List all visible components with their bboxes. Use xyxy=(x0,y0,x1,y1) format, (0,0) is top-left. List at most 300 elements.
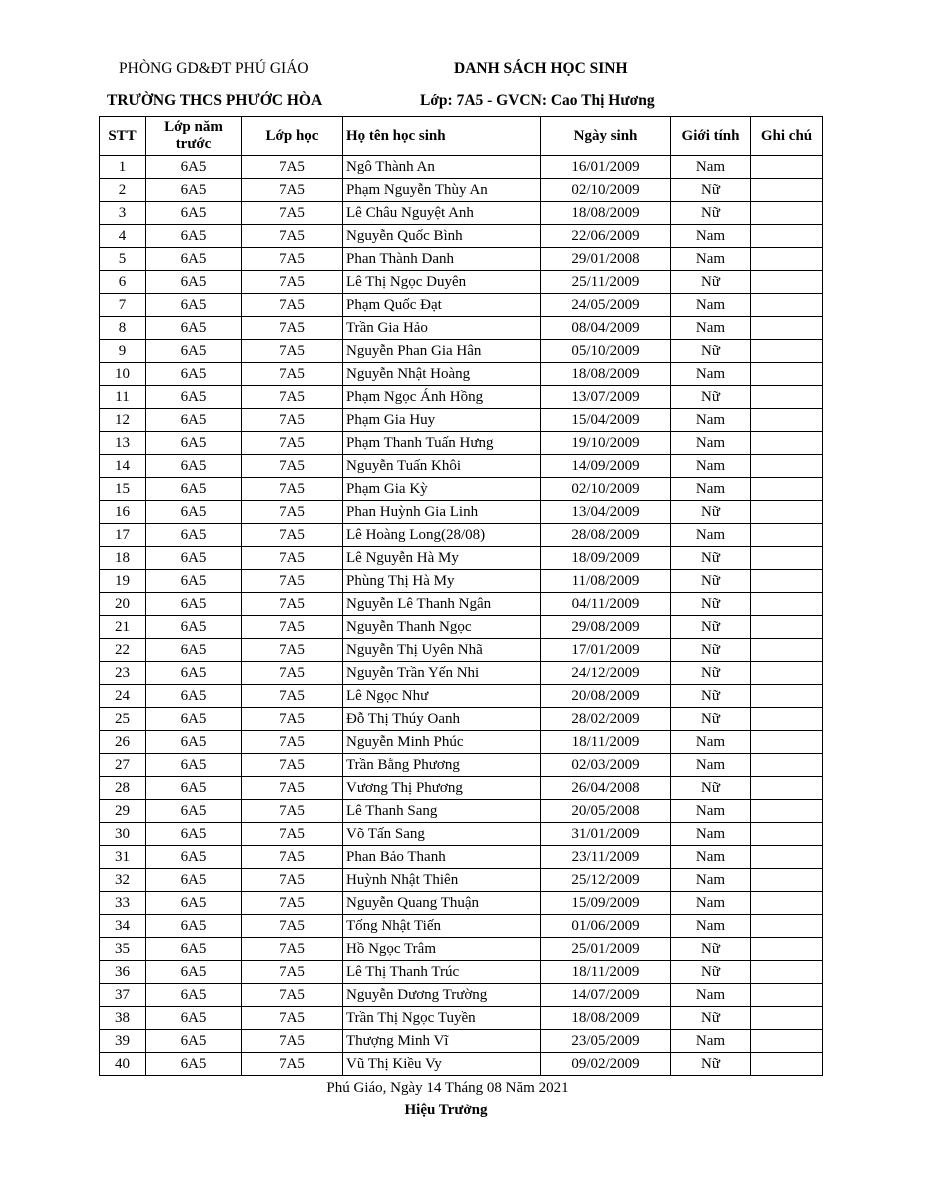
cell-full-name: Lê Thanh Sang xyxy=(343,800,541,823)
cell-current-class: 7A5 xyxy=(242,455,343,478)
cell-current-class: 7A5 xyxy=(242,524,343,547)
cell-gender: Nam xyxy=(671,156,751,179)
cell-full-name: Phùng Thị Hà My xyxy=(343,570,541,593)
cell-stt: 16 xyxy=(100,501,146,524)
header-notes: Ghi chú xyxy=(751,117,823,156)
cell-previous-class: 6A5 xyxy=(146,823,242,846)
cell-full-name: Phạm Nguyễn Thùy An xyxy=(343,179,541,202)
cell-previous-class: 6A5 xyxy=(146,662,242,685)
cell-current-class: 7A5 xyxy=(242,593,343,616)
header-previous-class: Lớp năm trước xyxy=(146,117,242,156)
cell-birth-date: 29/08/2009 xyxy=(541,616,671,639)
cell-current-class: 7A5 xyxy=(242,685,343,708)
cell-birth-date: 15/09/2009 xyxy=(541,892,671,915)
cell-birth-date: 02/03/2009 xyxy=(541,754,671,777)
cell-previous-class: 6A5 xyxy=(146,1007,242,1030)
cell-previous-class: 6A5 xyxy=(146,524,242,547)
cell-full-name: Nguyễn Phan Gia Hân xyxy=(343,340,541,363)
cell-gender: Nam xyxy=(671,1030,751,1053)
cell-birth-date: 20/08/2009 xyxy=(541,685,671,708)
cell-gender: Nam xyxy=(671,363,751,386)
cell-current-class: 7A5 xyxy=(242,340,343,363)
cell-notes xyxy=(751,501,823,524)
cell-stt: 32 xyxy=(100,869,146,892)
cell-current-class: 7A5 xyxy=(242,225,343,248)
cell-previous-class: 6A5 xyxy=(146,593,242,616)
cell-previous-class: 6A5 xyxy=(146,363,242,386)
cell-current-class: 7A5 xyxy=(242,294,343,317)
cell-full-name: Đỗ Thị Thúy Oanh xyxy=(343,708,541,731)
cell-previous-class: 6A5 xyxy=(146,455,242,478)
cell-previous-class: 6A5 xyxy=(146,938,242,961)
cell-birth-date: 29/01/2008 xyxy=(541,248,671,271)
cell-previous-class: 6A5 xyxy=(146,386,242,409)
cell-stt: 3 xyxy=(100,202,146,225)
cell-full-name: Phạm Gia Kỳ xyxy=(343,478,541,501)
cell-full-name: Trần Thị Ngọc Tuyền xyxy=(343,1007,541,1030)
cell-current-class: 7A5 xyxy=(242,386,343,409)
cell-birth-date: 22/06/2009 xyxy=(541,225,671,248)
table-row xyxy=(100,363,823,386)
cell-previous-class: 6A5 xyxy=(146,432,242,455)
cell-birth-date: 23/11/2009 xyxy=(541,846,671,869)
table-row xyxy=(100,777,823,800)
cell-full-name: Phạm Gia Huy xyxy=(343,409,541,432)
cell-birth-date: 23/05/2009 xyxy=(541,1030,671,1053)
cell-birth-date: 18/08/2009 xyxy=(541,202,671,225)
cell-current-class: 7A5 xyxy=(242,662,343,685)
cell-gender: Nữ xyxy=(671,570,751,593)
cell-previous-class: 6A5 xyxy=(146,156,242,179)
cell-full-name: Nguyễn Dương Trường xyxy=(343,984,541,1007)
cell-birth-date: 18/08/2009 xyxy=(541,363,671,386)
cell-birth-date: 26/04/2008 xyxy=(541,777,671,800)
cell-notes xyxy=(751,225,823,248)
cell-current-class: 7A5 xyxy=(242,478,343,501)
cell-stt: 1 xyxy=(100,156,146,179)
cell-stt: 13 xyxy=(100,432,146,455)
table-header-row xyxy=(100,117,823,156)
cell-gender: Nam xyxy=(671,800,751,823)
cell-gender: Nữ xyxy=(671,386,751,409)
cell-stt: 27 xyxy=(100,754,146,777)
department-name: PHÒNG GD&ĐT PHÚ GIÁO xyxy=(119,60,309,77)
table-row xyxy=(100,570,823,593)
cell-current-class: 7A5 xyxy=(242,1053,343,1076)
cell-birth-date: 15/04/2009 xyxy=(541,409,671,432)
cell-gender: Nam xyxy=(671,317,751,340)
cell-current-class: 7A5 xyxy=(242,731,343,754)
cell-previous-class: 6A5 xyxy=(146,317,242,340)
cell-current-class: 7A5 xyxy=(242,846,343,869)
cell-previous-class: 6A5 xyxy=(146,915,242,938)
cell-full-name: Ngô Thành An xyxy=(343,156,541,179)
cell-stt: 9 xyxy=(100,340,146,363)
cell-stt: 21 xyxy=(100,616,146,639)
cell-birth-date: 04/11/2009 xyxy=(541,593,671,616)
cell-birth-date: 18/08/2009 xyxy=(541,1007,671,1030)
cell-full-name: Nguyễn Thanh Ngọc xyxy=(343,616,541,639)
cell-notes xyxy=(751,271,823,294)
table-row xyxy=(100,1053,823,1076)
table-row xyxy=(100,869,823,892)
cell-notes xyxy=(751,340,823,363)
cell-birth-date: 16/01/2009 xyxy=(541,156,671,179)
cell-stt: 7 xyxy=(100,294,146,317)
cell-gender: Nam xyxy=(671,225,751,248)
cell-notes xyxy=(751,179,823,202)
cell-birth-date: 17/01/2009 xyxy=(541,639,671,662)
cell-birth-date: 31/01/2009 xyxy=(541,823,671,846)
cell-previous-class: 6A5 xyxy=(146,685,242,708)
header-birth-date: Ngày sinh xyxy=(541,117,671,156)
cell-stt: 37 xyxy=(100,984,146,1007)
cell-current-class: 7A5 xyxy=(242,547,343,570)
cell-notes xyxy=(751,593,823,616)
cell-current-class: 7A5 xyxy=(242,984,343,1007)
cell-previous-class: 6A5 xyxy=(146,731,242,754)
cell-previous-class: 6A5 xyxy=(146,800,242,823)
cell-gender: Nữ xyxy=(671,271,751,294)
cell-notes xyxy=(751,662,823,685)
table-row xyxy=(100,225,823,248)
cell-full-name: Nguyễn Quang Thuận xyxy=(343,892,541,915)
cell-notes xyxy=(751,478,823,501)
cell-current-class: 7A5 xyxy=(242,363,343,386)
cell-gender: Nữ xyxy=(671,961,751,984)
cell-gender: Nam xyxy=(671,478,751,501)
cell-full-name: Nguyễn Tuấn Khôi xyxy=(343,455,541,478)
cell-current-class: 7A5 xyxy=(242,800,343,823)
cell-previous-class: 6A5 xyxy=(146,179,242,202)
cell-previous-class: 6A5 xyxy=(146,294,242,317)
footer-signer-title: Hiệu Trưởng xyxy=(404,1102,488,1118)
cell-notes xyxy=(751,432,823,455)
cell-notes xyxy=(751,547,823,570)
cell-previous-class: 6A5 xyxy=(146,271,242,294)
cell-gender: Nam xyxy=(671,915,751,938)
cell-current-class: 7A5 xyxy=(242,1030,343,1053)
cell-stt: 35 xyxy=(100,938,146,961)
cell-current-class: 7A5 xyxy=(242,961,343,984)
cell-current-class: 7A5 xyxy=(242,271,343,294)
cell-stt: 40 xyxy=(100,1053,146,1076)
cell-current-class: 7A5 xyxy=(242,823,343,846)
cell-birth-date: 02/10/2009 xyxy=(541,478,671,501)
table-row xyxy=(100,639,823,662)
cell-current-class: 7A5 xyxy=(242,777,343,800)
table-row xyxy=(100,501,823,524)
cell-current-class: 7A5 xyxy=(242,248,343,271)
cell-birth-date: 13/04/2009 xyxy=(541,501,671,524)
cell-stt: 36 xyxy=(100,961,146,984)
cell-full-name: Võ Tấn Sang xyxy=(343,823,541,846)
cell-current-class: 7A5 xyxy=(242,938,343,961)
cell-birth-date: 11/08/2009 xyxy=(541,570,671,593)
cell-previous-class: 6A5 xyxy=(146,547,242,570)
cell-gender: Nữ xyxy=(671,202,751,225)
cell-full-name: Thượng Minh Vĩ xyxy=(343,1030,541,1053)
table-row xyxy=(100,892,823,915)
cell-gender: Nữ xyxy=(671,616,751,639)
cell-gender: Nam xyxy=(671,248,751,271)
footer-date-line: Phú Giáo, Ngày 14 Tháng 08 Năm 2021 xyxy=(326,1080,569,1096)
cell-current-class: 7A5 xyxy=(242,409,343,432)
cell-birth-date: 25/01/2009 xyxy=(541,938,671,961)
cell-notes xyxy=(751,846,823,869)
cell-birth-date: 18/09/2009 xyxy=(541,547,671,570)
table-row xyxy=(100,386,823,409)
cell-previous-class: 6A5 xyxy=(146,248,242,271)
cell-birth-date: 09/02/2009 xyxy=(541,1053,671,1076)
header-stt: STT xyxy=(100,117,146,156)
cell-previous-class: 6A5 xyxy=(146,202,242,225)
cell-stt: 12 xyxy=(100,409,146,432)
cell-current-class: 7A5 xyxy=(242,156,343,179)
cell-current-class: 7A5 xyxy=(242,754,343,777)
cell-notes xyxy=(751,823,823,846)
cell-stt: 8 xyxy=(100,317,146,340)
table-row xyxy=(100,294,823,317)
cell-stt: 39 xyxy=(100,1030,146,1053)
cell-birth-date: 28/02/2009 xyxy=(541,708,671,731)
cell-current-class: 7A5 xyxy=(242,708,343,731)
cell-notes xyxy=(751,915,823,938)
header-gender: Giới tính xyxy=(671,117,751,156)
cell-previous-class: 6A5 xyxy=(146,570,242,593)
cell-stt: 18 xyxy=(100,547,146,570)
table-row xyxy=(100,915,823,938)
cell-notes xyxy=(751,1007,823,1030)
cell-stt: 2 xyxy=(100,179,146,202)
cell-gender: Nam xyxy=(671,731,751,754)
cell-gender: Nữ xyxy=(671,547,751,570)
cell-notes xyxy=(751,570,823,593)
cell-previous-class: 6A5 xyxy=(146,892,242,915)
cell-gender: Nữ xyxy=(671,938,751,961)
cell-notes xyxy=(751,984,823,1007)
cell-notes xyxy=(751,1053,823,1076)
cell-full-name: Lê Ngọc Như xyxy=(343,685,541,708)
cell-gender: Nam xyxy=(671,892,751,915)
cell-stt: 5 xyxy=(100,248,146,271)
cell-gender: Nam xyxy=(671,455,751,478)
cell-birth-date: 18/11/2009 xyxy=(541,731,671,754)
cell-full-name: Vũ Thị Kiều Vy xyxy=(343,1053,541,1076)
cell-full-name: Phan Huỳnh Gia Linh xyxy=(343,501,541,524)
cell-previous-class: 6A5 xyxy=(146,708,242,731)
cell-current-class: 7A5 xyxy=(242,179,343,202)
cell-notes xyxy=(751,616,823,639)
cell-gender: Nam xyxy=(671,409,751,432)
cell-current-class: 7A5 xyxy=(242,639,343,662)
cell-full-name: Tống Nhật Tiến xyxy=(343,915,541,938)
cell-stt: 4 xyxy=(100,225,146,248)
table-row xyxy=(100,524,823,547)
cell-notes xyxy=(751,800,823,823)
cell-notes xyxy=(751,524,823,547)
cell-previous-class: 6A5 xyxy=(146,340,242,363)
cell-stt: 34 xyxy=(100,915,146,938)
cell-gender: Nữ xyxy=(671,340,751,363)
table-row xyxy=(100,248,823,271)
table-row xyxy=(100,202,823,225)
table-row xyxy=(100,685,823,708)
cell-full-name: Hồ Ngọc Trâm xyxy=(343,938,541,961)
cell-gender: Nữ xyxy=(671,777,751,800)
cell-full-name: Nguyễn Lê Thanh Ngân xyxy=(343,593,541,616)
cell-notes xyxy=(751,777,823,800)
cell-full-name: Lê Châu Nguyệt Anh xyxy=(343,202,541,225)
cell-previous-class: 6A5 xyxy=(146,501,242,524)
cell-stt: 22 xyxy=(100,639,146,662)
header-current-class: Lớp học xyxy=(242,117,343,156)
table-row xyxy=(100,616,823,639)
cell-notes xyxy=(751,754,823,777)
cell-notes xyxy=(751,639,823,662)
cell-stt: 14 xyxy=(100,455,146,478)
cell-previous-class: 6A5 xyxy=(146,1030,242,1053)
cell-birth-date: 14/07/2009 xyxy=(541,984,671,1007)
cell-stt: 11 xyxy=(100,386,146,409)
cell-notes xyxy=(751,317,823,340)
cell-birth-date: 24/12/2009 xyxy=(541,662,671,685)
cell-full-name: Vương Thị Phương xyxy=(343,777,541,800)
cell-full-name: Phan Thành Danh xyxy=(343,248,541,271)
cell-stt: 33 xyxy=(100,892,146,915)
table-row xyxy=(100,409,823,432)
cell-full-name: Phan Bảo Thanh xyxy=(343,846,541,869)
cell-birth-date: 05/10/2009 xyxy=(541,340,671,363)
cell-full-name: Lê Hoàng Long(28/08) xyxy=(343,524,541,547)
cell-notes xyxy=(751,685,823,708)
cell-notes xyxy=(751,892,823,915)
cell-current-class: 7A5 xyxy=(242,869,343,892)
cell-full-name: Phạm Thanh Tuấn Hưng xyxy=(343,432,541,455)
cell-notes xyxy=(751,248,823,271)
cell-previous-class: 6A5 xyxy=(146,754,242,777)
class-info: Lớp: 7A5 - GVCN: Cao Thị Hương xyxy=(420,92,655,109)
table-row xyxy=(100,271,823,294)
table-row xyxy=(100,593,823,616)
cell-notes xyxy=(751,455,823,478)
cell-previous-class: 6A5 xyxy=(146,1053,242,1076)
cell-gender: Nam xyxy=(671,984,751,1007)
cell-stt: 26 xyxy=(100,731,146,754)
cell-full-name: Nguyễn Thị Uyên Nhã xyxy=(343,639,541,662)
cell-previous-class: 6A5 xyxy=(146,409,242,432)
cell-full-name: Lê Nguyễn Hà My xyxy=(343,547,541,570)
cell-full-name: Nguyễn Minh Phúc xyxy=(343,731,541,754)
cell-notes xyxy=(751,961,823,984)
cell-gender: Nữ xyxy=(671,662,751,685)
cell-gender: Nam xyxy=(671,823,751,846)
table-row xyxy=(100,984,823,1007)
cell-birth-date: 02/10/2009 xyxy=(541,179,671,202)
cell-previous-class: 6A5 xyxy=(146,777,242,800)
table-row xyxy=(100,547,823,570)
cell-current-class: 7A5 xyxy=(242,915,343,938)
cell-full-name: Phạm Ngọc Ánh Hồng xyxy=(343,386,541,409)
cell-gender: Nữ xyxy=(671,708,751,731)
cell-current-class: 7A5 xyxy=(242,1007,343,1030)
cell-notes xyxy=(751,938,823,961)
cell-gender: Nam xyxy=(671,524,751,547)
cell-notes xyxy=(751,1030,823,1053)
cell-previous-class: 6A5 xyxy=(146,639,242,662)
table-row xyxy=(100,662,823,685)
cell-stt: 25 xyxy=(100,708,146,731)
cell-notes xyxy=(751,731,823,754)
cell-current-class: 7A5 xyxy=(242,892,343,915)
cell-birth-date: 14/09/2009 xyxy=(541,455,671,478)
cell-gender: Nữ xyxy=(671,639,751,662)
student-roster-table xyxy=(99,116,823,1076)
cell-full-name: Nguyễn Trần Yến Nhi xyxy=(343,662,541,685)
header-full-name: Họ tên học sinh xyxy=(343,117,541,156)
table-row xyxy=(100,340,823,363)
cell-full-name: Nguyễn Nhật Hoàng xyxy=(343,363,541,386)
table-row xyxy=(100,156,823,179)
cell-gender: Nữ xyxy=(671,501,751,524)
cell-birth-date: 01/06/2009 xyxy=(541,915,671,938)
table-row xyxy=(100,731,823,754)
cell-previous-class: 6A5 xyxy=(146,616,242,639)
cell-gender: Nam xyxy=(671,869,751,892)
cell-full-name: Lê Thị Thanh Trúc xyxy=(343,961,541,984)
cell-full-name: Huỳnh Nhật Thiên xyxy=(343,869,541,892)
cell-gender: Nữ xyxy=(671,1053,751,1076)
cell-stt: 19 xyxy=(100,570,146,593)
cell-current-class: 7A5 xyxy=(242,501,343,524)
cell-stt: 38 xyxy=(100,1007,146,1030)
cell-full-name: Trần Bằng Phương xyxy=(343,754,541,777)
cell-stt: 24 xyxy=(100,685,146,708)
cell-stt: 15 xyxy=(100,478,146,501)
cell-notes xyxy=(751,202,823,225)
cell-gender: Nam xyxy=(671,754,751,777)
cell-previous-class: 6A5 xyxy=(146,984,242,1007)
cell-stt: 6 xyxy=(100,271,146,294)
cell-current-class: 7A5 xyxy=(242,202,343,225)
cell-full-name: Trần Gia Hảo xyxy=(343,317,541,340)
cell-stt: 30 xyxy=(100,823,146,846)
cell-stt: 31 xyxy=(100,846,146,869)
cell-current-class: 7A5 xyxy=(242,570,343,593)
table-row xyxy=(100,846,823,869)
cell-current-class: 7A5 xyxy=(242,317,343,340)
cell-full-name: Nguyễn Quốc Bình xyxy=(343,225,541,248)
cell-previous-class: 6A5 xyxy=(146,478,242,501)
cell-current-class: 7A5 xyxy=(242,616,343,639)
cell-previous-class: 6A5 xyxy=(146,846,242,869)
cell-full-name: Lê Thị Ngọc Duyên xyxy=(343,271,541,294)
cell-birth-date: 24/05/2009 xyxy=(541,294,671,317)
table-row xyxy=(100,1030,823,1053)
cell-stt: 29 xyxy=(100,800,146,823)
cell-previous-class: 6A5 xyxy=(146,961,242,984)
table-row xyxy=(100,179,823,202)
table-row xyxy=(100,938,823,961)
cell-stt: 23 xyxy=(100,662,146,685)
cell-notes xyxy=(751,708,823,731)
table-row xyxy=(100,823,823,846)
cell-gender: Nữ xyxy=(671,179,751,202)
cell-gender: Nữ xyxy=(671,1007,751,1030)
cell-notes xyxy=(751,386,823,409)
table-row xyxy=(100,800,823,823)
school-name: TRƯỜNG THCS PHƯỚC HÒA xyxy=(107,92,323,109)
